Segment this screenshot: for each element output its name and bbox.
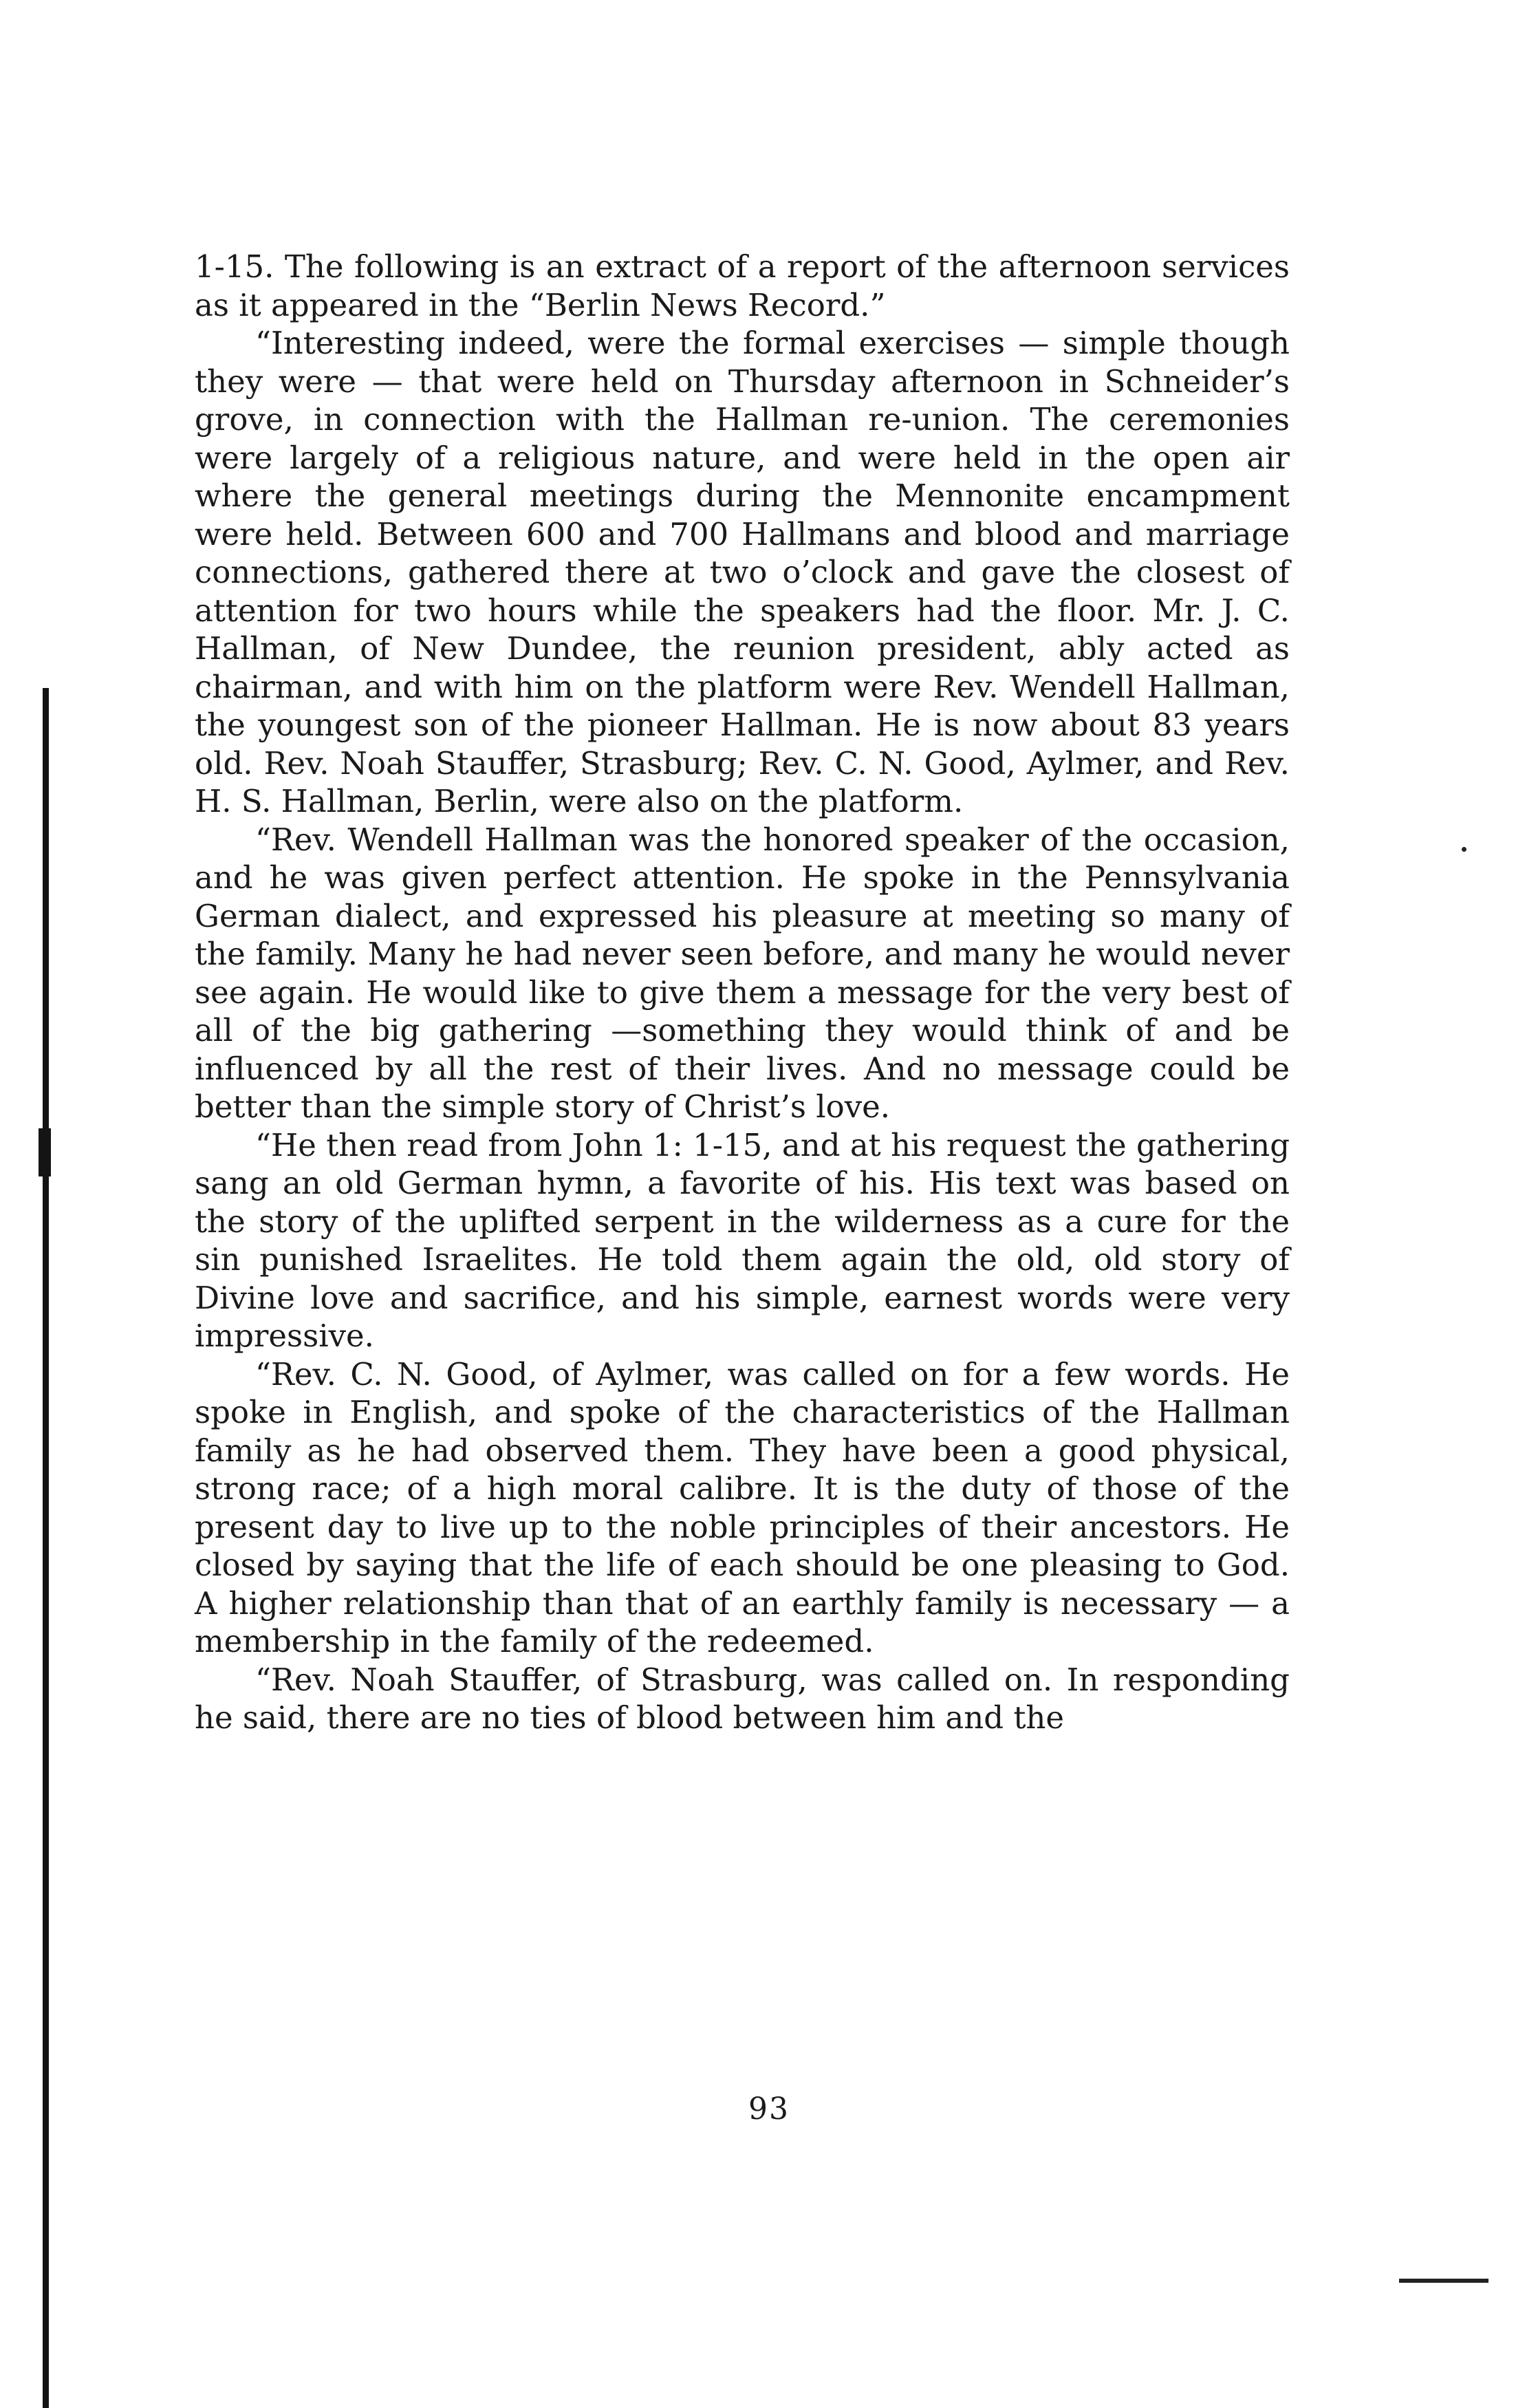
binding-edge-rule: [43, 688, 49, 2408]
paragraph-john-reading: “He then read from John 1: 1-15, and at his request the gathering sang an old German hymn, a favorite of his. His text was based on the story of the uplifted serpent in the wilderness as a cure for the sin punished Israelites. He told them again the old, old story of Divine love and sacrifice, and his simple, earnest words were very impressive.: [195, 1126, 1290, 1354]
paragraph-intro: 1-15. The following is an extract of a report of the afternoon services as it appeared in the “Berlin News Record.”: [195, 248, 1290, 323]
page-number: 93: [748, 2092, 790, 2127]
paragraph-exercises: “Interesting indeed, were the formal exercises — simple though they were — that were held on Thursday afternoon in Schneider’s grove, in connection with the Hallman re-union. The ceremonies were largely of a religious nature, and were held in the open air where the general meetings during the Mennonite encampment were held. Between 600 and 700 Hallmans and blood and marriage connections, gathered there at two o’clock and gave the closest of attention for two hours while the speakers had the floor. Mr. J. C. Hallman, of New Dundee, the reunion president, ably acted as chairman, and with him on the platform were Rev. Wendell Hallman, the youngest son of the pioneer Hallman. He is now about 83 years old. Rev. Noah Stauffer, Strasburg; Rev. C. N. Good, Aylmer, and Rev. H. S. Hallman, Berlin, were also on the platform.: [195, 325, 1290, 819]
binding-edge-mark: [39, 1128, 51, 1176]
page-corner-rule: [1399, 2279, 1488, 2283]
page-body: [195, 248, 1290, 1737]
margin-speck: [1462, 847, 1466, 852]
paragraph-wendell-hallman: “Rev. Wendell Hallman was the honored speaker of the occasion, and he was given perfect attention. He spoke in the Pennsylvania German dialect, and expressed his pleasure at meeting so many of the family. Many he had never seen before, and many he would never see again. He would like to give them a message for the very best of all of the big gathering —something they would think of and be influenced by all the rest of their lives. And no message could be better than the simple story of Christ’s love.: [195, 821, 1290, 1125]
paragraph-cn-good: “Rev. C. N. Good, of Aylmer, was called on for a few words. He spoke in English, and spoke of the characteristics of the Hallman family as he had observed them. They have been a good physical, strong race; of a high moral calibre. It is the duty of those of the present day to live up to the noble principles of their ancestors. He closed by saying that the life of each should be one pleasing to God. A higher relationship than that of an earthly family is necessary — a membership in the family of the redeemed.: [195, 1355, 1290, 1659]
paragraph-noah-stauffer: “Rev. Noah Stauffer, of Strasburg, was called on. In responding he said, there are no ties of blood between him and the: [195, 1661, 1290, 1736]
